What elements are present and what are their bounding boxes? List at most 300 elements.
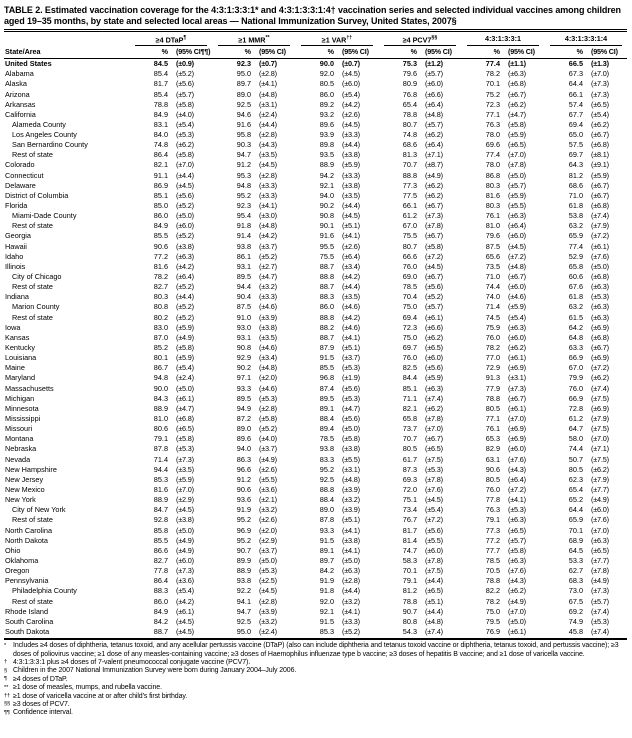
ci-value-cell: (±7.8) [425,221,443,231]
ci-value-cell: (±6.0) [425,545,443,555]
percent-value-cell: 78.8 [402,109,417,119]
column-group-label: 4:3:1:3:3:1:4 [564,33,608,43]
ci-value-cell: (±5.6) [425,525,443,535]
percent-value-cell: 87.3 [402,464,417,474]
percent-value-cell: 64.4 [568,79,583,89]
ci-value-cell: (±5.4) [176,363,194,373]
ci-value-cell: (±5.3) [176,130,194,140]
percent-value-cell: 79.6 [485,231,500,241]
state-area-cell: City of New York [12,505,66,515]
percent-value-cell: 91.2 [236,474,251,484]
ci-value-cell: (±6.3) [591,312,609,322]
table-row [4,90,627,100]
ci-value-cell: (±6.6) [425,322,443,332]
percent-value-cell: 81.6 [153,261,168,271]
state-area-cell: New Hampshire [5,464,57,474]
percent-value-cell: 94.4 [153,464,168,474]
column-group-label: ≥1 VAR [321,35,347,45]
table-row [4,566,627,576]
percent-value-cell: 87.2 [236,414,251,423]
footnote [4,709,627,717]
percent-value-cell: 71.4 [485,302,500,312]
percent-value-cell: 84.3 [153,393,168,403]
percent-value-cell: 71.1 [402,393,417,403]
percent-value-cell: 85.4 [153,89,168,99]
percent-value-cell: 90.7 [236,545,251,555]
ci-value-cell: (±7.4) [591,383,609,393]
table-row [4,556,627,566]
percent-value-cell: 88.7 [319,261,334,271]
ci-value-cell: (±6.5) [425,343,443,353]
ci-value-cell: (±7.0) [508,414,526,423]
percent-value-cell: 86.4 [153,150,168,160]
percent-value-cell: 86.9 [153,180,168,190]
percent-value-cell: 84.2 [153,616,168,626]
percent-value-cell: 74.7 [402,545,417,555]
ci-value-cell: (±4.4) [342,586,360,596]
ci-value-cell: (±5.7) [425,69,443,79]
ci-value-cell: (±3.5) [259,150,277,160]
ci-value-cell: (±7.9) [591,221,609,231]
percent-value-cell: 78.8 [485,393,500,403]
state-area-cell: Florida [5,201,28,211]
state-area-cell: Minnesota [5,403,39,413]
percent-value-cell: 85.1 [153,190,168,200]
table-row [4,150,627,160]
ci-value-cell: (±6.7) [508,393,526,403]
percent-value-cell: 92.0 [319,596,334,606]
ci-value-cell: (±3.5) [342,190,360,200]
ci-value-cell: (±6.4) [508,474,526,484]
percent-value-cell: 91.6 [319,231,334,241]
percent-value-cell: 95.0 [236,626,251,636]
footnote [4,684,627,692]
percent-value-cell: 67.0 [402,221,417,231]
ci-value-cell: (±4.5) [176,626,194,636]
ci-value-cell: (±6.2) [591,373,609,383]
ci-value-cell: (±2.5) [259,576,277,586]
percent-value-cell: 85.8 [153,525,168,535]
ci-value-cell: (±6.3) [508,555,526,565]
percent-value-cell: 82.9 [485,444,500,454]
ci-value-cell: (±4.5) [425,495,443,505]
ci-value-cell: (±6.9) [508,434,526,444]
ci-value-cell: (±6.8) [591,332,609,342]
ci-value-cell: (±7.0) [591,434,609,444]
percent-value-cell: 96.8 [319,373,334,383]
table-row [4,505,627,515]
ci-value-cell: (±6.1) [508,353,526,363]
ci-value-cell: (±4.4) [342,201,360,211]
percent-value-cell: 86.0 [153,211,168,221]
ci-value-cell: (±4.1) [342,525,360,535]
ci-value-cell: (±7.4) [591,211,609,221]
state-area-cell: Marion County [12,302,60,312]
state-area-cell: Arizona [5,89,30,99]
footnote-marker: ** [4,684,9,691]
ci-value-cell: (±3.3) [259,180,277,190]
percent-value-cell: 82.1 [153,160,168,170]
ci-value-cell: (±7.8) [425,474,443,484]
ci-value-cell: (±7.2) [508,251,526,261]
ci-value-cell: (±4.5) [342,69,360,79]
ci-value-cell: (±7.3) [425,211,443,221]
ci-value-cell: (±5.6) [176,190,194,200]
percent-value-cell: 93.2 [319,109,334,119]
percent-value-cell: 62.3 [568,474,583,484]
percent-value-cell: 92.5 [236,99,251,109]
percent-value-cell: 53.3 [568,555,583,565]
table-row [4,242,627,252]
percent-column-header: % [327,46,334,56]
ci-value-cell: (±1.2) [425,59,443,69]
ci-value-cell: (±5.8) [176,99,194,109]
ci-value-cell: (±4.1) [342,545,360,555]
percent-value-cell: 81.6 [153,484,168,494]
percent-value-cell: 76.0 [402,353,417,363]
state-area-cell: Rest of state [12,150,53,160]
ci-value-cell: (±3.1) [508,373,526,383]
percent-value-cell: 74.4 [485,282,500,292]
table-row [4,191,627,201]
ci-value-cell: (±6.7) [425,201,443,211]
percent-value-cell: 92.1 [319,606,334,616]
column-group-label: ≥4 PCV7 [402,35,432,45]
ci-value-cell: (±2.6) [259,515,277,525]
ci-value-cell: (±2.4) [259,626,277,636]
percent-value-cell: 88.8 [319,272,334,282]
ci-value-cell: (±5.5) [508,201,526,211]
percent-value-cell: 78.8 [153,99,168,109]
percent-value-cell: 68.6 [402,140,417,150]
state-area-cell: Los Angeles County [12,130,77,140]
percent-value-cell: 65.8 [402,414,417,423]
percent-value-cell: 64.8 [568,332,583,342]
percent-value-cell: 83.1 [153,119,168,129]
percent-value-cell: 88.8 [319,312,334,322]
percent-value-cell: 69.2 [568,606,583,616]
ci-value-cell: (±6.8) [591,272,609,282]
percent-value-cell: 90.6 [485,464,500,474]
state-area-cell: Maryland [5,373,36,383]
state-area-cell: South Dakota [5,626,50,636]
percent-value-cell: 93.6 [236,495,251,505]
ci-value-cell: (±5.8) [425,241,443,251]
percent-value-cell: 78.0 [485,130,500,140]
ci-column-header: (95% CI) [259,46,286,56]
ci-value-cell: (±3.8) [176,515,194,525]
ci-value-cell: (±7.1) [591,444,609,454]
percent-value-cell: 76.3 [485,119,500,129]
percent-value-cell: 89.5 [236,272,251,282]
ci-value-cell: (±2.8) [259,596,277,606]
footnote-text: Includes ≥4 doses of diphtheria, tetanus toxoid, and any acellular pertussis vaccine (DTaP) (also can include diphtheria and tetanus toxoid vaccine or diphtheria, tetanus toxoid, and pertussis vaccine); ≥3 doses of poliovirus vaccine; ≥1 dose of any measles-containing vaccine; ≥3 doses of Haemophilus influenzae type b vaccine; ≥3 doses of hepatitis B vaccine; and ≥1 dose of varicella vaccine. [13,642,619,658]
ci-value-cell: (±4.5) [508,241,526,251]
state-area-cell: Rest of state [12,221,53,231]
ci-value-cell: (±6.5) [508,525,526,535]
ci-value-cell: (±6.3) [508,322,526,332]
percent-value-cell: 65.8 [568,261,583,271]
percent-value-cell: 75.2 [485,89,500,99]
ci-value-cell: (±7.1) [425,150,443,160]
percent-value-cell: 73.7 [402,424,417,434]
ci-value-cell: (±4.7) [259,272,277,282]
percent-value-cell: 79.9 [568,373,583,383]
ci-value-cell: (±7.9) [591,474,609,484]
table-row [4,221,627,231]
percent-value-cell: 77.0 [485,353,500,363]
ci-value-cell: (±2.6) [342,241,360,251]
percent-value-cell: 95.5 [319,241,334,251]
percent-value-cell: 71.0 [568,190,583,200]
ci-value-cell: (±6.5) [591,545,609,555]
percent-value-cell: 69.3 [402,474,417,484]
percent-value-cell: 76.3 [485,505,500,515]
ci-value-cell: (±6.7) [591,343,609,353]
ci-value-cell: (±7.2) [591,231,609,241]
percent-value-cell: 66.5 [568,59,583,69]
percent-value-cell: 95.2 [236,515,251,525]
footnote-marker: †† [4,693,11,700]
ci-value-cell: (±4.6) [342,322,360,332]
ci-value-cell: (±5.8) [508,545,526,555]
ci-value-cell: (±4.6) [342,302,360,312]
column-group-label: ≥1 MMR [238,35,266,45]
ci-column-header: (95% CI) [508,46,535,56]
percent-value-cell: 65.4 [568,484,583,494]
ci-value-cell: (±0.9) [176,59,194,69]
percent-value-cell: 90.6 [236,484,251,494]
ci-value-cell: (±6.2) [425,180,443,190]
percent-value-cell: 71.4 [153,454,168,464]
percent-value-cell: 88.2 [319,322,334,332]
percent-value-cell: 76.0 [485,484,500,494]
ci-value-cell: (±3.5) [342,292,360,302]
percent-value-cell: 80.9 [402,79,417,89]
percent-value-cell: 85.5 [153,231,168,241]
ci-value-cell: (±4.4) [342,282,360,292]
percent-value-cell: 81.2 [402,586,417,596]
percent-value-cell: 92.8 [153,515,168,525]
percent-value-cell: 63.3 [568,343,583,353]
ci-value-cell: (±7.6) [508,454,526,464]
ci-value-cell: (±6.6) [425,89,443,99]
percent-value-cell: 89.7 [236,79,251,89]
ci-value-cell: (±4.9) [176,535,194,545]
table-body [4,59,627,637]
footnote-marker: * [4,642,7,649]
ci-value-cell: (±4.4) [176,170,194,180]
percent-value-cell: 77.2 [485,535,500,545]
percent-value-cell: 74.8 [402,130,417,140]
footnote-marker: §§ [4,701,11,708]
percent-value-cell: 82.2 [485,586,500,596]
ci-value-cell: (±4.5) [342,211,360,221]
ci-value-cell: (±5.4) [176,119,194,129]
table-row [4,363,627,373]
state-area-cell: Delaware [5,180,36,190]
percent-value-cell: 85.4 [153,69,168,79]
percent-value-cell: 69.7 [568,150,583,160]
footnote-text: ≥3 doses of PCV7. [13,700,70,708]
ci-value-cell: (±5.0) [591,261,609,271]
ci-value-cell: (±6.0) [508,231,526,241]
percent-value-cell: 77.4 [485,150,500,160]
ci-value-cell: (±4.4) [176,292,194,302]
percent-value-cell: 81.4 [402,535,417,545]
ci-value-cell: (±6.0) [425,79,443,89]
ci-value-cell: (±3.1) [259,99,277,109]
ci-value-cell: (±3.2) [259,282,277,292]
state-area-cell: Nebraska [5,444,37,454]
ci-value-cell: (±5.3) [508,505,526,515]
footnote-marker: ¶ [4,676,7,683]
percent-value-cell: 67.6 [568,282,583,292]
ci-value-cell: (±5.6) [342,414,360,423]
ci-value-cell: (±5.9) [508,130,526,140]
percent-value-cell: 95.2 [319,464,334,474]
state-area-cell: Hawaii [5,241,27,251]
table-row [4,394,627,404]
percent-value-cell: 86.4 [153,576,168,586]
table-row [4,373,627,383]
percent-value-cell: 77.7 [485,545,500,555]
ci-value-cell: (±4.7) [508,109,526,119]
ci-value-cell: (±5.9) [425,373,443,383]
ci-column-header: (95% CI¶¶) [176,46,211,56]
ci-value-cell: (±7.3) [176,566,194,576]
ci-value-cell: (±5.0) [342,424,360,434]
ci-value-cell: (±5.8) [508,119,526,129]
ci-value-cell: (±4.4) [425,606,443,616]
ci-value-cell: (±5.9) [508,302,526,312]
ci-value-cell: (±4.8) [259,89,277,99]
ci-value-cell: (±3.4) [259,353,277,363]
ci-value-cell: (±5.2) [425,292,443,302]
percent-value-cell: 77.9 [485,383,500,393]
percent-value-cell: 69.6 [485,140,500,150]
percent-value-cell: 84.4 [402,373,417,383]
ci-value-cell: (±7.3) [508,383,526,393]
ci-value-cell: (±8.1) [591,150,609,160]
ci-value-cell: (±4.1) [508,495,526,505]
ci-value-cell: (±2.4) [176,373,194,383]
ci-value-cell: (±3.5) [176,464,194,474]
state-area-cell: New York [5,495,36,505]
ci-value-cell: (±6.4) [508,221,526,231]
ci-value-cell: (±6.1) [508,403,526,413]
percent-value-cell: 52.9 [568,251,583,261]
percent-value-cell: 88.9 [236,566,251,576]
percent-value-cell: 79.5 [485,616,500,626]
divider-thick-rule [4,638,627,640]
ci-value-cell: (±4.2) [342,99,360,109]
ci-value-cell: (±5.2) [176,282,194,292]
ci-value-cell: (±5.4) [425,505,443,515]
ci-value-cell: (±2.9) [176,495,194,505]
ci-value-cell: (±3.6) [176,576,194,586]
percent-value-cell: 77.4 [485,59,500,69]
percent-value-cell: 75.0 [485,606,500,616]
table-row [4,140,627,150]
percent-value-cell: 53.8 [568,211,583,221]
state-area-cell: South Carolina [5,616,54,626]
ci-value-cell: (±5.3) [342,363,360,373]
percent-value-cell: 94.8 [236,180,251,190]
ci-value-cell: (±6.2) [508,586,526,596]
ci-value-cell: (±7.0) [508,606,526,616]
percent-value-cell: 78.2 [485,343,500,353]
state-area-cell: North Carolina [5,525,53,535]
percent-value-cell: 63.2 [568,221,583,231]
ci-value-cell: (±5.9) [342,160,360,170]
percent-value-cell: 61.7 [402,454,417,464]
percent-value-cell: 91.9 [236,505,251,515]
ci-value-cell: (±3.2) [342,596,360,606]
ci-value-cell: (±6.0) [508,444,526,454]
percent-value-cell: 80.8 [402,616,417,626]
percent-value-cell: 64.5 [568,545,583,555]
percent-value-cell: 88.7 [153,626,168,636]
ci-value-cell: (±4.2) [176,596,194,606]
ci-value-cell: (±7.0) [508,150,526,160]
ci-value-cell: (±2.0) [259,373,277,383]
ci-value-cell: (±3.3) [342,616,360,626]
percent-value-cell: 89.1 [319,545,334,555]
ci-value-cell: (±2.1) [259,495,277,505]
ci-value-cell: (±6.2) [591,464,609,474]
percent-value-cell: 86.0 [319,89,334,99]
ci-value-cell: (±5.5) [425,535,443,545]
percent-value-cell: 75.5 [402,231,417,241]
percent-value-cell: 93.8 [236,241,251,251]
ci-value-cell: (±6.3) [508,515,526,525]
ci-value-cell: (±5.2) [259,251,277,261]
ci-value-cell: (±3.8) [176,241,194,251]
percent-value-cell: 65.2 [568,495,583,505]
ci-value-cell: (±4.9) [425,170,443,180]
ci-value-cell: (±3.5) [259,332,277,342]
column-group-footnote-marker: §§ [431,34,438,41]
table-row [4,181,627,191]
percent-value-cell: 61.2 [568,414,583,423]
table-row [4,272,627,282]
footnote-text: Confidence interval. [13,709,73,717]
percent-value-cell: 91.5 [319,353,334,363]
ci-value-cell: (±5.2) [259,424,277,434]
table-row [4,160,627,170]
ci-value-cell: (±2.8) [259,69,277,79]
percent-value-cell: 80.5 [485,474,500,484]
percent-value-cell: 87.9 [319,343,334,353]
ci-value-cell: (±6.8) [176,414,194,423]
ci-value-cell: (±5.7) [425,302,443,312]
state-area-cell: Nevada [5,454,31,464]
percent-value-cell: 84.2 [319,566,334,576]
percent-value-cell: 89.4 [319,424,334,434]
ci-value-cell: (±5.7) [508,180,526,190]
ci-value-cell: (±5.8) [342,434,360,444]
ci-value-cell: (±6.3) [425,383,443,393]
percent-value-cell: 92.2 [236,586,251,596]
percent-value-cell: 95.2 [236,190,251,200]
percent-value-cell: 88.4 [319,414,334,423]
percent-value-cell: 72.3 [485,99,500,109]
percent-value-cell: 69.7 [402,343,417,353]
percent-value-cell: 94.4 [236,282,251,292]
percent-value-cell: 93.9 [319,130,334,140]
ci-value-cell: (±4.9) [176,545,194,555]
